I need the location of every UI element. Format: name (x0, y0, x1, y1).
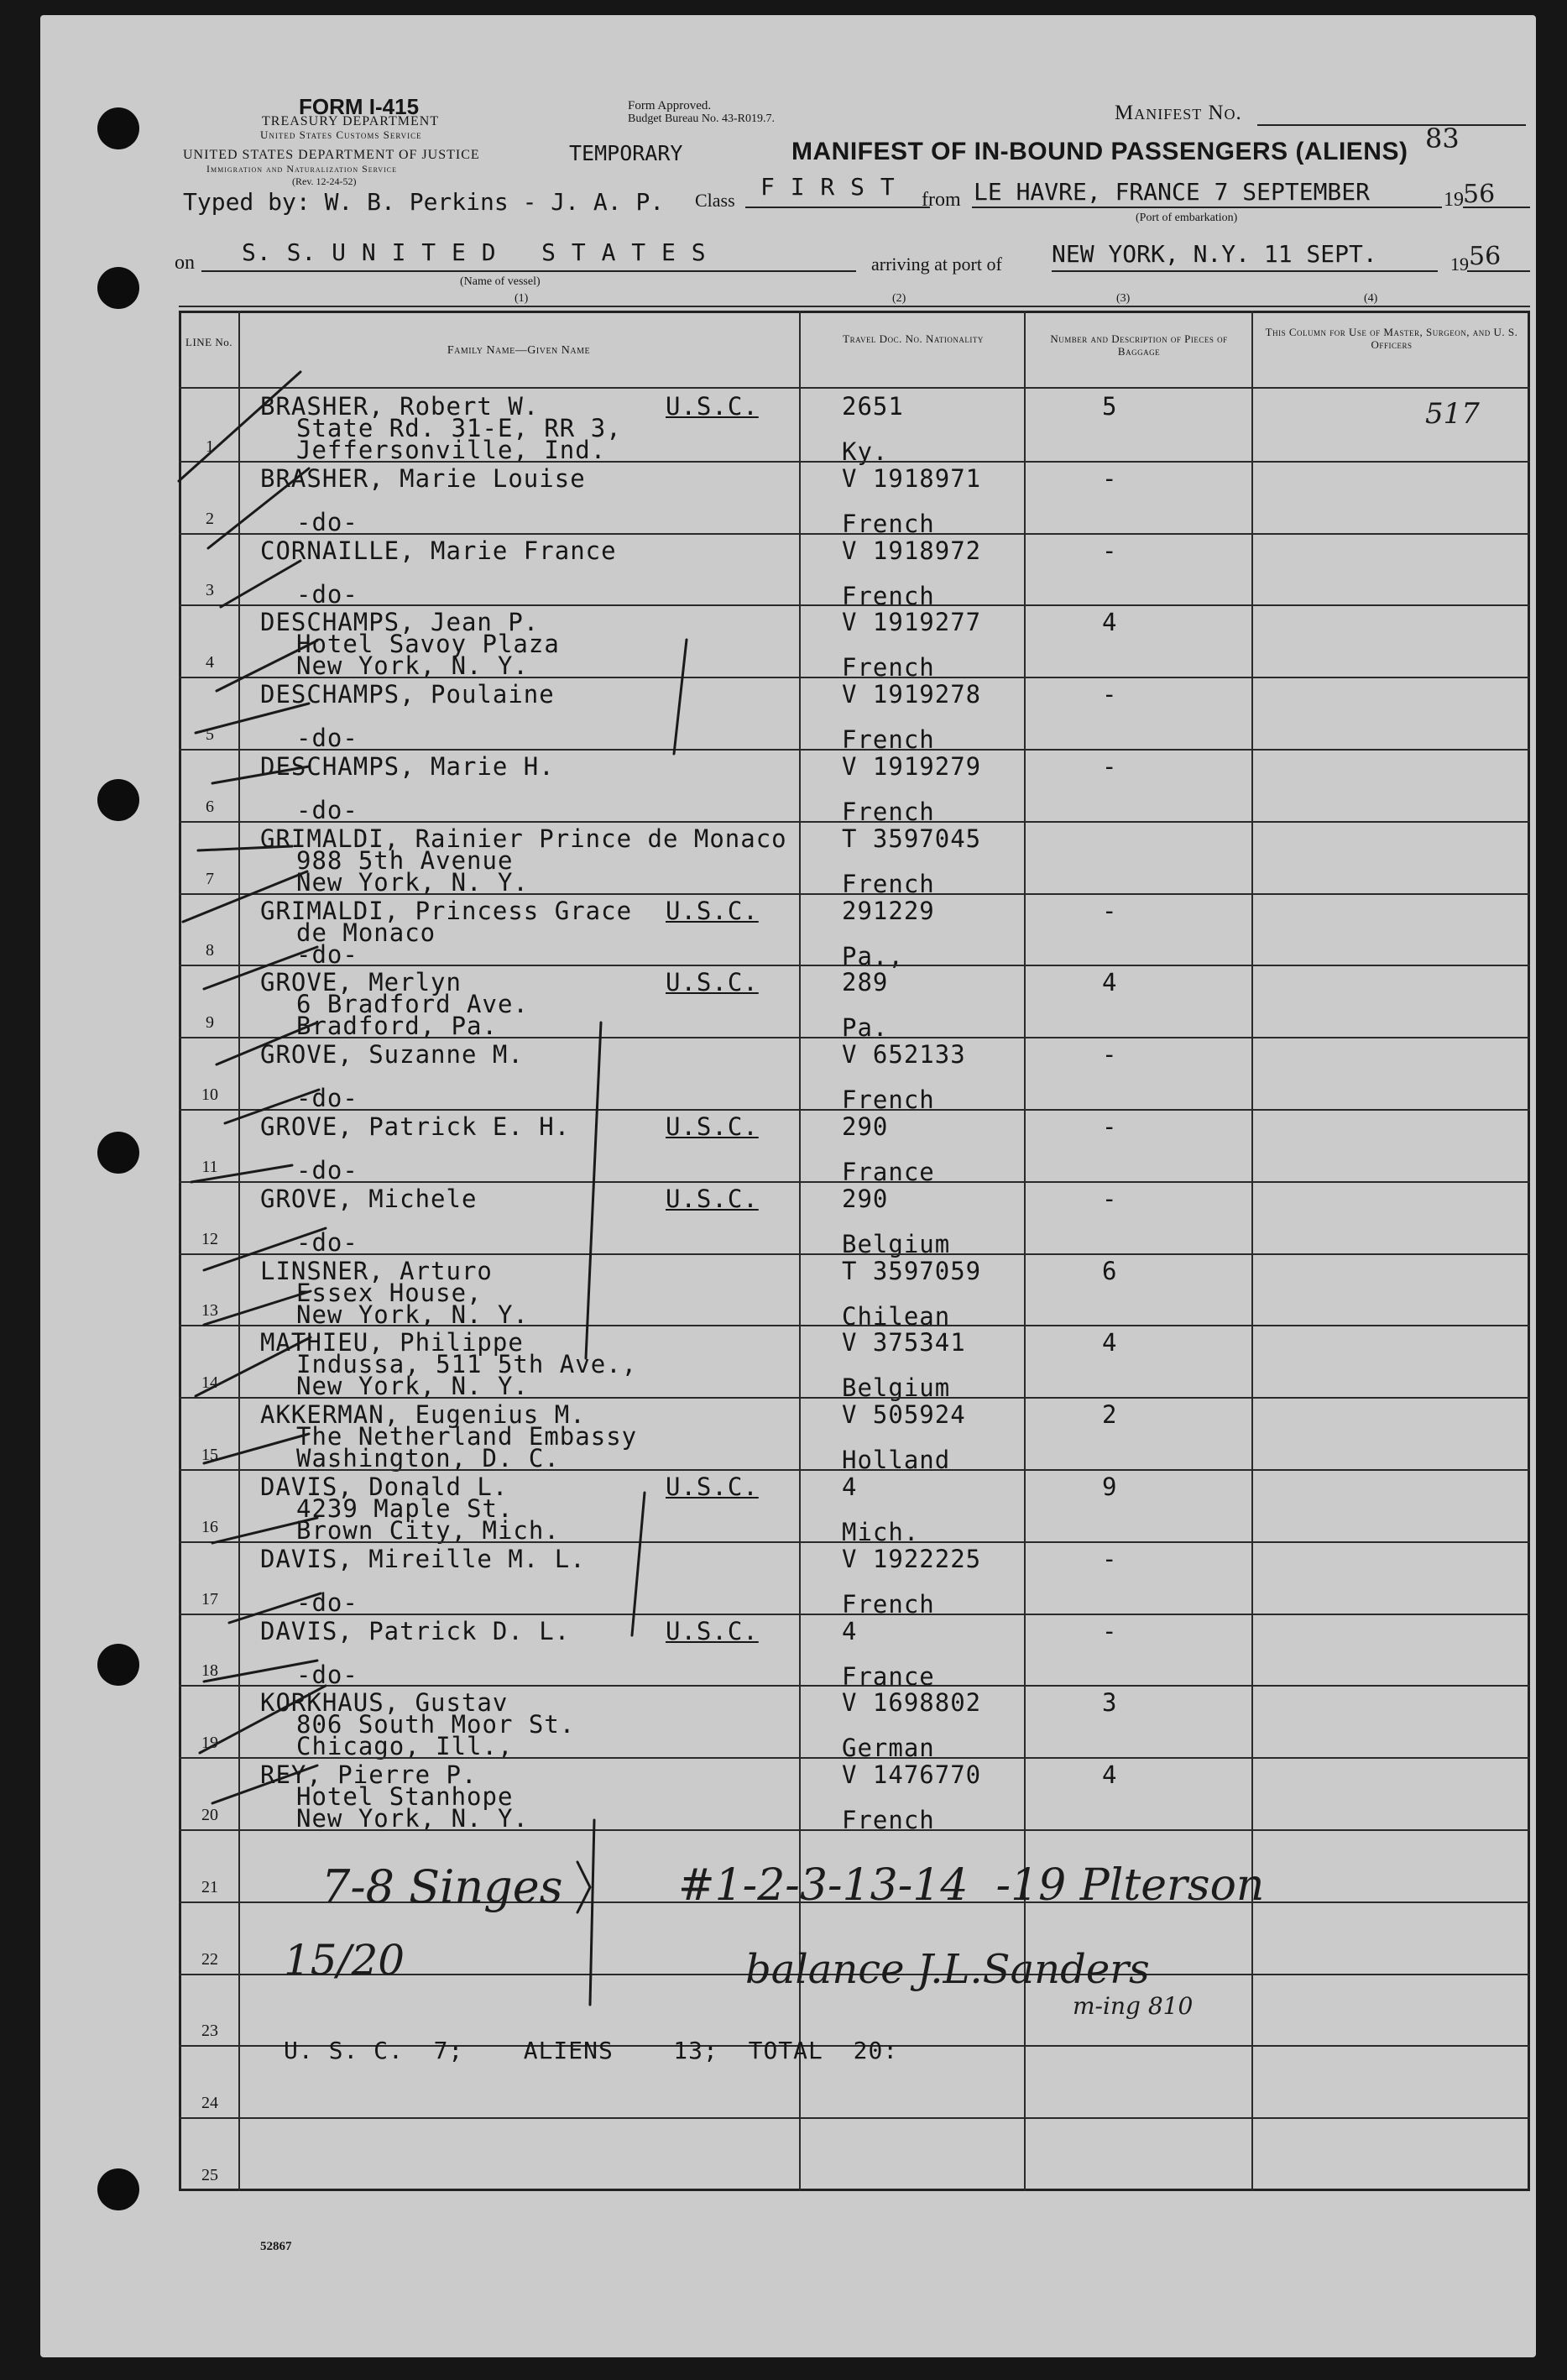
passenger-address-2: -do- (296, 1156, 358, 1185)
baggage-count: - (1102, 1184, 1118, 1213)
line-number: 1 (206, 437, 214, 456)
line-number: 25 (201, 2166, 218, 2184)
officer-entry: 517 (1425, 397, 1480, 431)
passenger-address-2: Jeffersonville, Ind. (296, 436, 607, 464)
line-number: 24 (201, 2094, 218, 2113)
line-number: 8 (206, 941, 214, 960)
passenger-address-2: Chicago, Ill., (296, 1732, 514, 1761)
passenger-name: GROVE, Michele (260, 1184, 478, 1213)
usc-mark: U.S.C. (666, 392, 759, 421)
passenger-address-1: 4239 Maple St. (296, 1494, 514, 1523)
port-embark-caption: (Port of embarkation) (1136, 212, 1238, 224)
travel-doc-number: T 3597045 (842, 824, 982, 853)
usc-mark: U.S.C. (666, 896, 759, 925)
baggage-count: 3 (1102, 1688, 1118, 1718)
baggage-count: - (1102, 536, 1118, 565)
passenger-name: MATHIEU, Philippe (260, 1328, 524, 1357)
usc-mark: U.S.C. (666, 968, 759, 997)
manifest-title: MANIFEST OF IN-BOUND PASSENGERS (ALIENS) (791, 138, 1408, 165)
nationality: France (842, 1661, 935, 1691)
passenger-name: GRIMALDI, Rainier Prince de Monaco (260, 824, 787, 853)
usc-mark: U.S.C. (666, 1472, 759, 1501)
arrival-port: NEW YORK, N.Y. 11 SEPT. (1052, 240, 1377, 268)
col-header-name: Family Name—Given Name (447, 344, 591, 357)
nationality: Ky. (842, 437, 889, 466)
checkmark-annotations (40, 15, 1536, 2357)
handwritten-balance: balance J.L.Sanders (745, 1946, 1150, 1993)
vessel-caption: (Name of vessel) (460, 275, 541, 288)
passenger-address-2: New York, N. Y. (296, 651, 529, 681)
nationality: French (842, 1806, 935, 1835)
passenger-name: BRASHER, Marie Louise (260, 463, 586, 493)
on-label: on (175, 252, 195, 274)
travel-doc-number: 290 (842, 1112, 889, 1141)
revision: (Rev. 12-24-52) (292, 175, 357, 187)
line-number: 4 (206, 653, 214, 672)
port-of-embarkation: LE HAVRE, FRANCE 7 SEPTEMBER (974, 178, 1371, 206)
passenger-name: REY, Pierre P. (260, 1760, 478, 1790)
travel-doc-number: 4 (842, 1472, 858, 1501)
passenger-name: DESCHAMPS, Poulaine (260, 680, 555, 709)
travel-doc-number: 2651 (842, 392, 904, 421)
nationality: Belgium (842, 1373, 951, 1403)
line-number: 6 (206, 797, 214, 816)
baggage-count: 4 (1102, 1760, 1118, 1790)
col-number-1: (1) (514, 292, 529, 305)
baggage-count: - (1102, 1040, 1118, 1070)
passenger-name: GRIMALDI, Princess Grace (260, 896, 633, 925)
passenger-address-2: -do- (296, 1588, 358, 1617)
line-number: 15 (201, 1446, 218, 1464)
travel-doc-number: 290 (842, 1184, 889, 1213)
line-number: 11 (201, 1157, 218, 1176)
passenger-address-2: -do- (296, 939, 358, 969)
handwritten-lines: #1-2-3-13-14 -19 Plterson (678, 1860, 1265, 1911)
line-number: 18 (201, 1661, 218, 1681)
passenger-address-2: New York, N. Y. (296, 867, 529, 897)
year-prefix-2: 19 (1450, 254, 1469, 275)
nationality: French (842, 869, 935, 898)
customs-service: United States Customs Service (260, 128, 422, 141)
nationality: French (842, 653, 935, 683)
passenger-name: KORKHAUS, Gustav (260, 1688, 509, 1718)
line-number: 19 (201, 1734, 218, 1753)
passenger-address-1: Indussa, 511 5th Ave., (296, 1350, 638, 1379)
passenger-address-2: -do- (296, 579, 358, 609)
travel-doc-number: V 1918971 (842, 463, 982, 493)
line-number: 5 (206, 725, 214, 744)
justice-dept: UNITED STATES DEPARTMENT OF JUSTICE (183, 148, 480, 162)
treasury-dept: TREASURY DEPARTMENT (262, 114, 440, 128)
passenger-address-1: 6 Bradford Ave. (296, 990, 529, 1019)
nationality: French (842, 1085, 935, 1115)
passenger-address-2: Washington, D. C. (296, 1444, 560, 1473)
line-number: 14 (201, 1373, 218, 1393)
travel-doc-number: V 1698802 (842, 1688, 982, 1718)
baggage-count: - (1102, 1616, 1118, 1645)
travel-doc-number: V 1476770 (842, 1760, 982, 1790)
travel-doc-number: V 1919277 (842, 608, 982, 637)
passenger-address-1: Hotel Stanhope (296, 1782, 514, 1812)
passenger-address-2: New York, N. Y. (296, 1804, 529, 1833)
nationality: France (842, 1158, 935, 1186)
passenger-name: DESCHAMPS, Marie H. (260, 752, 555, 781)
passenger-address-2: -do- (296, 1660, 358, 1689)
passenger-address-2: -do- (296, 1227, 358, 1257)
line-number: 3 (206, 581, 214, 600)
travel-doc-number: V 1918972 (842, 536, 982, 565)
manifest-no-label: Manifest No. (1115, 102, 1242, 124)
passenger-name: BRASHER, Robert W. (260, 392, 540, 421)
baggage-count: 4 (1102, 968, 1118, 997)
travel-doc-number: V 1922225 (842, 1544, 982, 1573)
passenger-address-1: 806 South Moor St. (296, 1710, 576, 1739)
baggage-count: - (1102, 896, 1118, 925)
line-number: 2 (206, 509, 214, 528)
typed-by: Typed by: W. B. Perkins - J. A. P. (183, 188, 665, 216)
baggage-count: - (1102, 463, 1118, 493)
line-number: 9 (206, 1013, 214, 1033)
usc-mark: U.S.C. (666, 1616, 759, 1645)
nationality: Pa., (842, 941, 904, 970)
arriving-label: arriving at port of (871, 254, 1002, 275)
line-number: 21 (201, 1877, 218, 1896)
line-number: 10 (201, 1085, 218, 1104)
passenger-address-1: State Rd. 31-E, RR 3, (296, 414, 622, 442)
manifest-page (40, 15, 1536, 2357)
col-header-travel-doc: Travel Doc. No. Nationality (843, 332, 984, 345)
year-prefix-1: 19 (1444, 189, 1464, 211)
handwritten-singles: 7-8 Singes (321, 1860, 563, 1913)
usc-mark: U.S.C. (666, 1112, 759, 1141)
vessel-name: S. S. U N I T E D S T A T E S (242, 238, 707, 266)
totals-line: U. S. C. 7; ALIENS 13; TOTAL 20: (284, 2037, 899, 2064)
col-header-line-no: LINE No. (185, 336, 232, 348)
passenger-address-1: 988 5th Avenue (296, 845, 514, 875)
nationality: Holland (842, 1446, 951, 1475)
travel-doc-number: 4 (842, 1616, 858, 1645)
passenger-address-2: New York, N. Y. (296, 1300, 529, 1329)
temporary-stamp: TEMPORARY (569, 141, 683, 165)
line-number: 12 (201, 1229, 218, 1248)
passenger-address-2: -do- (296, 507, 358, 536)
travel-doc-number: V 505924 (842, 1400, 966, 1430)
passenger-name: CORNAILLE, Marie France (260, 536, 617, 565)
passenger-address-2: -do- (296, 1084, 358, 1113)
travel-doc-number: T 3597059 (842, 1256, 982, 1285)
col-number-2: (2) (892, 292, 906, 305)
nationality: Pa. (842, 1013, 889, 1043)
nationality: Belgium (842, 1229, 951, 1258)
travel-doc-number: V 652133 (842, 1040, 966, 1070)
line-number: 7 (206, 869, 214, 888)
travel-doc-number: V 1919279 (842, 752, 982, 781)
col-header-officers: This Column for Use of Master, Surgeon, and U. S. Officers (1265, 326, 1518, 351)
passenger-name: DAVIS, Mireille M. L. (260, 1544, 586, 1573)
baggage-count: 6 (1102, 1256, 1118, 1285)
baggage-count: - (1102, 1544, 1118, 1573)
passenger-address-2: New York, N. Y. (296, 1372, 529, 1401)
baggage-count: 5 (1102, 392, 1118, 421)
line-number: 23 (201, 2022, 218, 2041)
ins-service: Immigration and Naturalization Service (206, 163, 398, 175)
baggage-count: - (1102, 1112, 1118, 1141)
line-number: 13 (201, 1301, 218, 1321)
passenger-name: DAVIS, Donald L. (260, 1472, 509, 1501)
travel-doc-number: 289 (842, 968, 889, 997)
passenger-address-2: -do- (296, 724, 358, 753)
year-1: 56 (1463, 180, 1496, 209)
passenger-name: GROVE, Suzanne M. (260, 1040, 524, 1070)
nationality: German (842, 1734, 935, 1763)
nationality: French (842, 581, 935, 610)
line-number: 20 (201, 1806, 218, 1824)
form-number: FORM I-415 (299, 94, 420, 119)
col-number-4: (4) (1364, 292, 1378, 305)
baggage-count: 9 (1102, 1472, 1118, 1501)
baggage-count: 4 (1102, 1328, 1118, 1357)
footer-code: 52867 (260, 2240, 292, 2253)
manifest-no-value: 83 (1425, 123, 1460, 154)
form-approved: Form Approved. (628, 99, 712, 112)
passenger-name: AKKERMAN, Eugenius M. (260, 1400, 586, 1430)
line-number: 22 (201, 1949, 218, 1969)
budget-bureau: Budget Bureau No. 43-R019.7. (628, 112, 775, 125)
passenger-address-2: Bradford, Pa. (296, 1012, 498, 1041)
passenger-name: DAVIS, Patrick D. L. (260, 1616, 571, 1645)
baggage-count: 2 (1102, 1400, 1118, 1430)
col-header-baggage: Number and Description of Pieces of Baggage (1050, 332, 1228, 358)
passenger-address-2: -do- (296, 796, 358, 824)
nationality: Chilean (842, 1301, 951, 1331)
passenger-address-1: de Monaco (296, 918, 436, 947)
baggage-count: 4 (1102, 608, 1118, 637)
baggage-count: - (1102, 752, 1118, 781)
passenger-address-2: Brown City, Mich. (296, 1516, 560, 1545)
passenger-address-1: Essex House, (296, 1278, 483, 1307)
class-value: F I R S T (760, 173, 896, 201)
nationality: French (842, 798, 935, 826)
class-label: Class (695, 190, 735, 211)
travel-doc-number: 291229 (842, 896, 935, 925)
nationality: French (842, 725, 935, 755)
handwritten-count: 15/20 (284, 1936, 405, 1985)
passenger-address-1: Hotel Savoy Plaza (296, 630, 560, 659)
travel-doc-number: V 1919278 (842, 680, 982, 709)
nationality: Mich. (842, 1518, 920, 1546)
usc-mark: U.S.C. (666, 1184, 759, 1213)
col-number-3: (3) (1116, 292, 1131, 305)
travel-doc-number: V 375341 (842, 1328, 966, 1357)
passenger-name: GROVE, Merlyn (260, 968, 462, 997)
line-number: 17 (201, 1589, 218, 1608)
line-number: 16 (201, 1517, 218, 1536)
passenger-address-1: The Netherland Embassy (296, 1422, 638, 1452)
year-2: 56 (1469, 242, 1502, 271)
nationality: French (842, 1589, 935, 1619)
from-label: from (922, 189, 961, 211)
baggage-count: - (1102, 680, 1118, 709)
passenger-name: GROVE, Patrick E. H. (260, 1112, 571, 1141)
passenger-name: LINSNER, Arturo (260, 1256, 493, 1285)
nationality: French (842, 509, 935, 538)
passenger-name: DESCHAMPS, Jean P. (260, 608, 540, 637)
handwritten-note: m-ing 810 (1073, 1992, 1194, 2020)
